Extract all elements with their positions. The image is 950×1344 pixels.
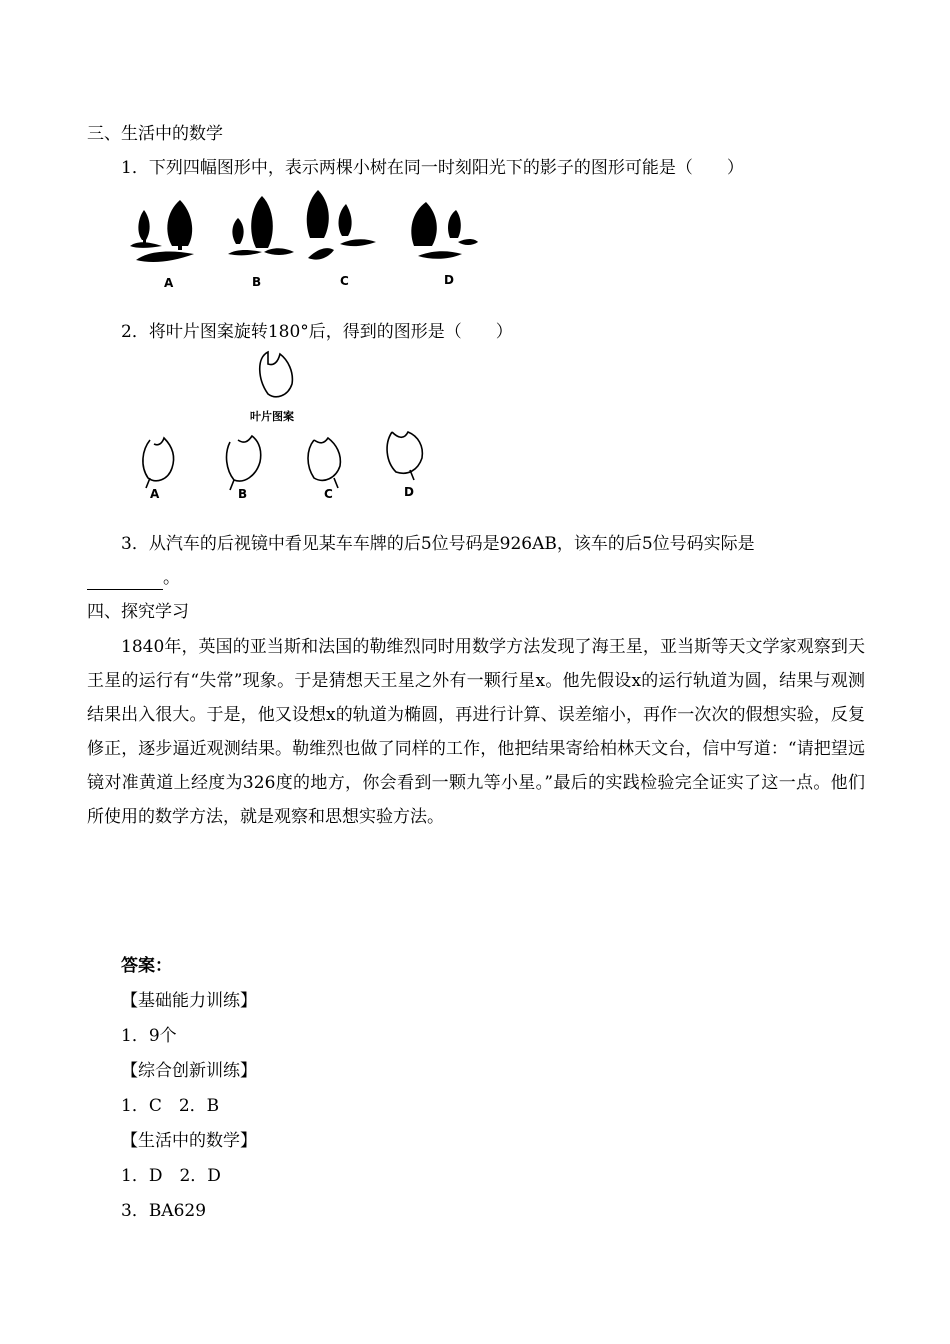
answer-line: 1．D 2．D: [121, 1166, 221, 1186]
leaf-option-c-icon: [308, 438, 340, 488]
leaf-option-b-icon: [227, 436, 261, 490]
section-4-heading: 四、探究学习: [87, 602, 189, 622]
answer-line: 3．BA629: [121, 1201, 207, 1221]
q1-label-b: B: [252, 275, 262, 289]
answer-line: 【基础能力训练】: [121, 991, 257, 1011]
leaf-option-d-icon: [387, 432, 422, 480]
answer-line: 【综合创新训练】: [121, 1061, 257, 1081]
leaf-pattern-icon: [260, 352, 293, 397]
leaf-option-a-icon: [143, 438, 174, 488]
leaf-rotation-figure: [128, 350, 448, 505]
q2-label-a: A: [150, 487, 160, 501]
option-d-trees-icon: [411, 202, 478, 259]
question-3-answer-line: [87, 566, 180, 590]
q1-label-d: D: [444, 273, 454, 287]
question-1-text: 1．下列四幅图形中，表示两棵小树在同一时刻阳光下的影子的图形可能是（ ）: [121, 158, 744, 178]
q2-label-c: C: [324, 487, 333, 501]
answer-line: 【生活中的数学】: [121, 1131, 257, 1151]
q2-label-d: D: [404, 485, 414, 499]
section-3-heading: 三、生活中的数学: [87, 124, 223, 144]
option-b-trees-icon: [228, 196, 294, 255]
option-c-trees-icon: [307, 190, 376, 260]
question-2-text: 2．将叶片图案旋转180°后，得到的图形是（ ）: [121, 322, 513, 342]
tree-shadow-figure: [128, 188, 488, 293]
option-a-trees-icon: [130, 200, 194, 262]
q2-caption: 叶片图案: [250, 410, 294, 423]
q1-label-a: A: [164, 276, 174, 290]
answer-blank[interactable]: [87, 571, 163, 590]
q2-label-b: B: [238, 487, 248, 501]
answer-line: 1．9个: [121, 1026, 177, 1046]
question-3-period: 。: [163, 568, 180, 588]
answer-line: 1．C 2．B: [121, 1096, 220, 1116]
answers-title: 答案：: [121, 956, 172, 976]
question-3-text: 3．从汽车的后视镜中看见某车车牌的后5位号码是926AB，该车的后5位号码实际是: [121, 534, 755, 554]
q1-label-c: C: [340, 274, 349, 288]
exploration-paragraph: 1840年，英国的亚当斯和法国的勒维烈同时用数学方法发现了海王星，亚当斯等天文学家观察到天王星的运行有“失常”现象。于是猜想天王星之外有一颗行星x。他先假设x的运行轨道为圆，结果与观测结果出入很大。于是，他又设想x的轨道为椭圆，再进行计算、误差缩小，再作一次次的假想实验，反复修正，逐步逼近观测结果。勒维烈也做了同样的工作，他把结果寄给柏林天文台，信中写道：“请把望远镜对准黄道上经度为326度的地方，你会看到一颗九等小星。”最后的实践检验完全证实了这一点。他们所使用的数学方法，就是观察和思想实验方法。: [87, 637, 865, 827]
